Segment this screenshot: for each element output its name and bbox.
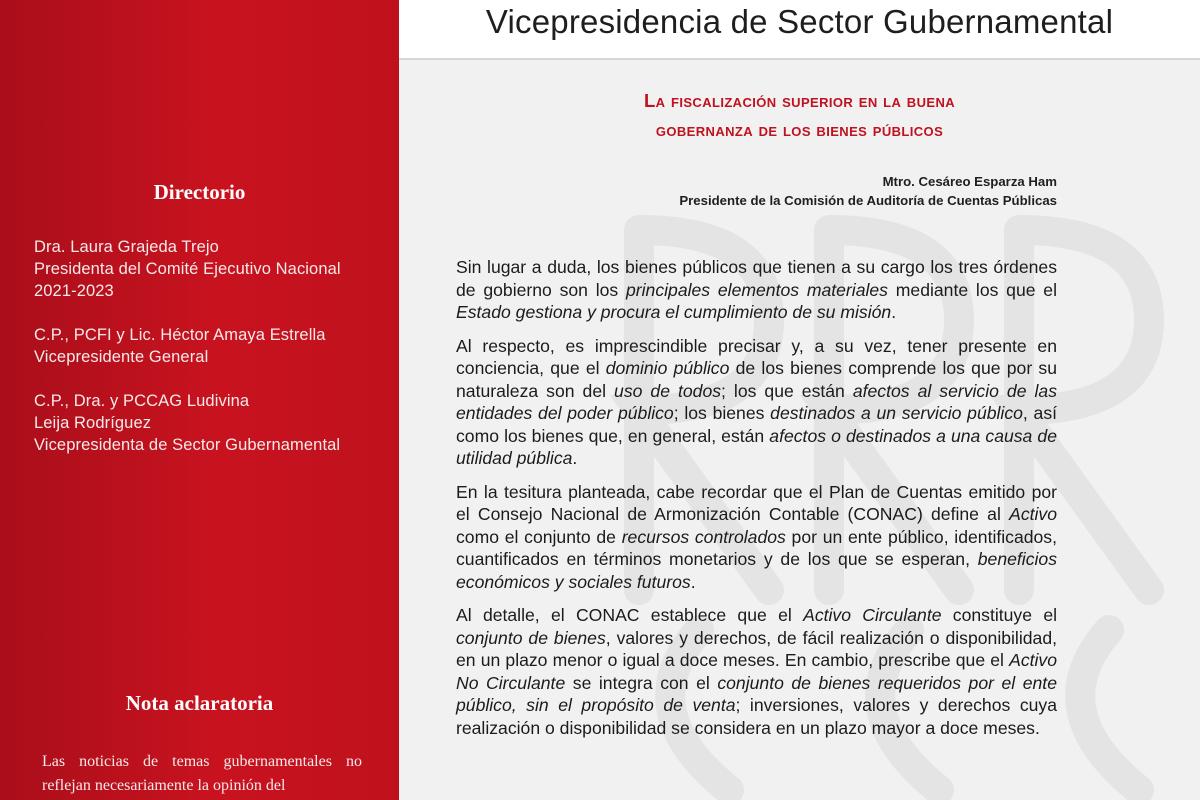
director-role: Vicepresidente General	[34, 348, 209, 366]
body-run: , así como los bienes que, en general, están	[456, 403, 1058, 446]
body-run: constituye el	[941, 605, 1058, 625]
sidebar	[0, 0, 399, 800]
emphasis-text: dominio público	[605, 358, 730, 378]
director-name: C.P., Dra. y PCCAG Ludivina	[34, 392, 250, 410]
article-body	[456, 256, 1057, 750]
director-list	[34, 236, 394, 478]
body-run: ; los que están	[721, 380, 853, 401]
body-run: .	[891, 302, 897, 322]
article-paragraph	[456, 604, 1057, 739]
body-run: ; los bienes	[673, 403, 771, 423]
director-role: Presidenta del Comité Ejecutivo Nacional	[34, 260, 341, 278]
article-title-line: gobernanza de los bienes públicos	[655, 119, 944, 140]
author-name: Mtro. Cesáreo Esparza Ham	[882, 174, 1057, 189]
emphasis-text: Activo Circulante	[803, 605, 942, 625]
nota-text: Las noticias de temas gubernamentales no reflejan necesariamente la opinión del	[42, 753, 362, 794]
director-name: C.P., PCFI y Lic. Héctor Amaya Estrella	[34, 326, 326, 344]
article-title-line: La fiscalización superior en la buena	[643, 90, 956, 111]
emphasis-text: Activo No Circulante	[456, 650, 1057, 693]
nota-heading: Nota aclaratoria	[125, 691, 274, 715]
article-panel	[399, 60, 1200, 800]
emphasis-text: conjunto de bienes requeridos por el ente público, sin el propósito de venta	[456, 672, 1057, 715]
body-run: Sin lugar a duda, los bienes públicos que tienen a su cargo los tres órdenes de gobierno son los	[456, 257, 1057, 300]
emphasis-text: Estado gestiona y procura el cumplimiento de su misión	[456, 302, 892, 322]
article-title	[399, 86, 1200, 144]
body-run: , valores y derechos, de fácil realización o disponibilidad, en un plazo menor o igual a doce meses. En cambio, prescribe que el	[456, 627, 1057, 670]
body-run: .	[690, 571, 696, 592]
emphasis-text: recursos controlados	[621, 526, 786, 547]
header-title: Vicepresidencia de Sector Gubernamental	[485, 3, 1114, 40]
director-name-cont: Leija Rodríguez	[34, 414, 152, 432]
emphasis-text: conjunto de bienes	[456, 627, 606, 648]
body-run: se integra con el	[565, 672, 718, 693]
director-role: Vicepresidenta de Sector Gubernamental	[34, 436, 341, 454]
header	[399, 0, 1200, 60]
body-run: ; inversiones, valores y derechos cuya realización o disponibilidad se considera en un plazo mayor a doce meses.	[456, 695, 1057, 738]
body-run: .	[572, 448, 578, 468]
body-run: Al detalle, el CONAC establece que el	[456, 605, 804, 625]
body-run: Al respecto, es imprescindible precisar y, a su vez, tener presente en conciencia, que el	[456, 335, 1057, 378]
emphasis-text: uso de todos	[614, 380, 722, 401]
emphasis-text: afectos al servicio de las entidades del poder público	[456, 380, 1057, 423]
author-block	[679, 172, 1057, 210]
director-name: Dra. Laura Grajeda Trejo	[34, 238, 219, 256]
emphasis-text: principales elementos materiales	[626, 279, 888, 300]
body-run: En la tesitura planteada, cabe recordar que el Plan de Cuentas emitido por el Consejo Nacional de Armonización Contable (CONAC) define al	[456, 481, 1057, 524]
article-paragraph	[456, 335, 1057, 470]
emphasis-text: beneficios económicos y sociales futuros	[456, 549, 1057, 592]
directorio-heading: Directorio	[153, 180, 246, 204]
body-run: de los bienes comprende los que por su naturaleza son del	[456, 358, 1057, 401]
author-role: Presidente de la Comisión de Auditoría de Cuentas Públicas	[679, 193, 1057, 208]
emphasis-text: afectos o destinados a una causa de utilidad pública	[456, 425, 1057, 468]
emphasis-text: destinados a un servicio público	[770, 403, 1023, 423]
body-run: por un ente público, identificados, cuantificados en términos monetarios y de los que se esperan,	[456, 526, 1057, 569]
article-paragraph	[456, 256, 1057, 324]
body-run: mediante los que el	[887, 279, 1057, 300]
director-entry	[34, 236, 394, 302]
emphasis-text: Activo	[1009, 504, 1057, 524]
director-entry	[34, 324, 394, 368]
director-period: 2021-2023	[34, 282, 114, 300]
director-entry	[34, 390, 394, 456]
body-run: como el conjunto de	[456, 526, 622, 547]
article-paragraph	[456, 481, 1057, 594]
